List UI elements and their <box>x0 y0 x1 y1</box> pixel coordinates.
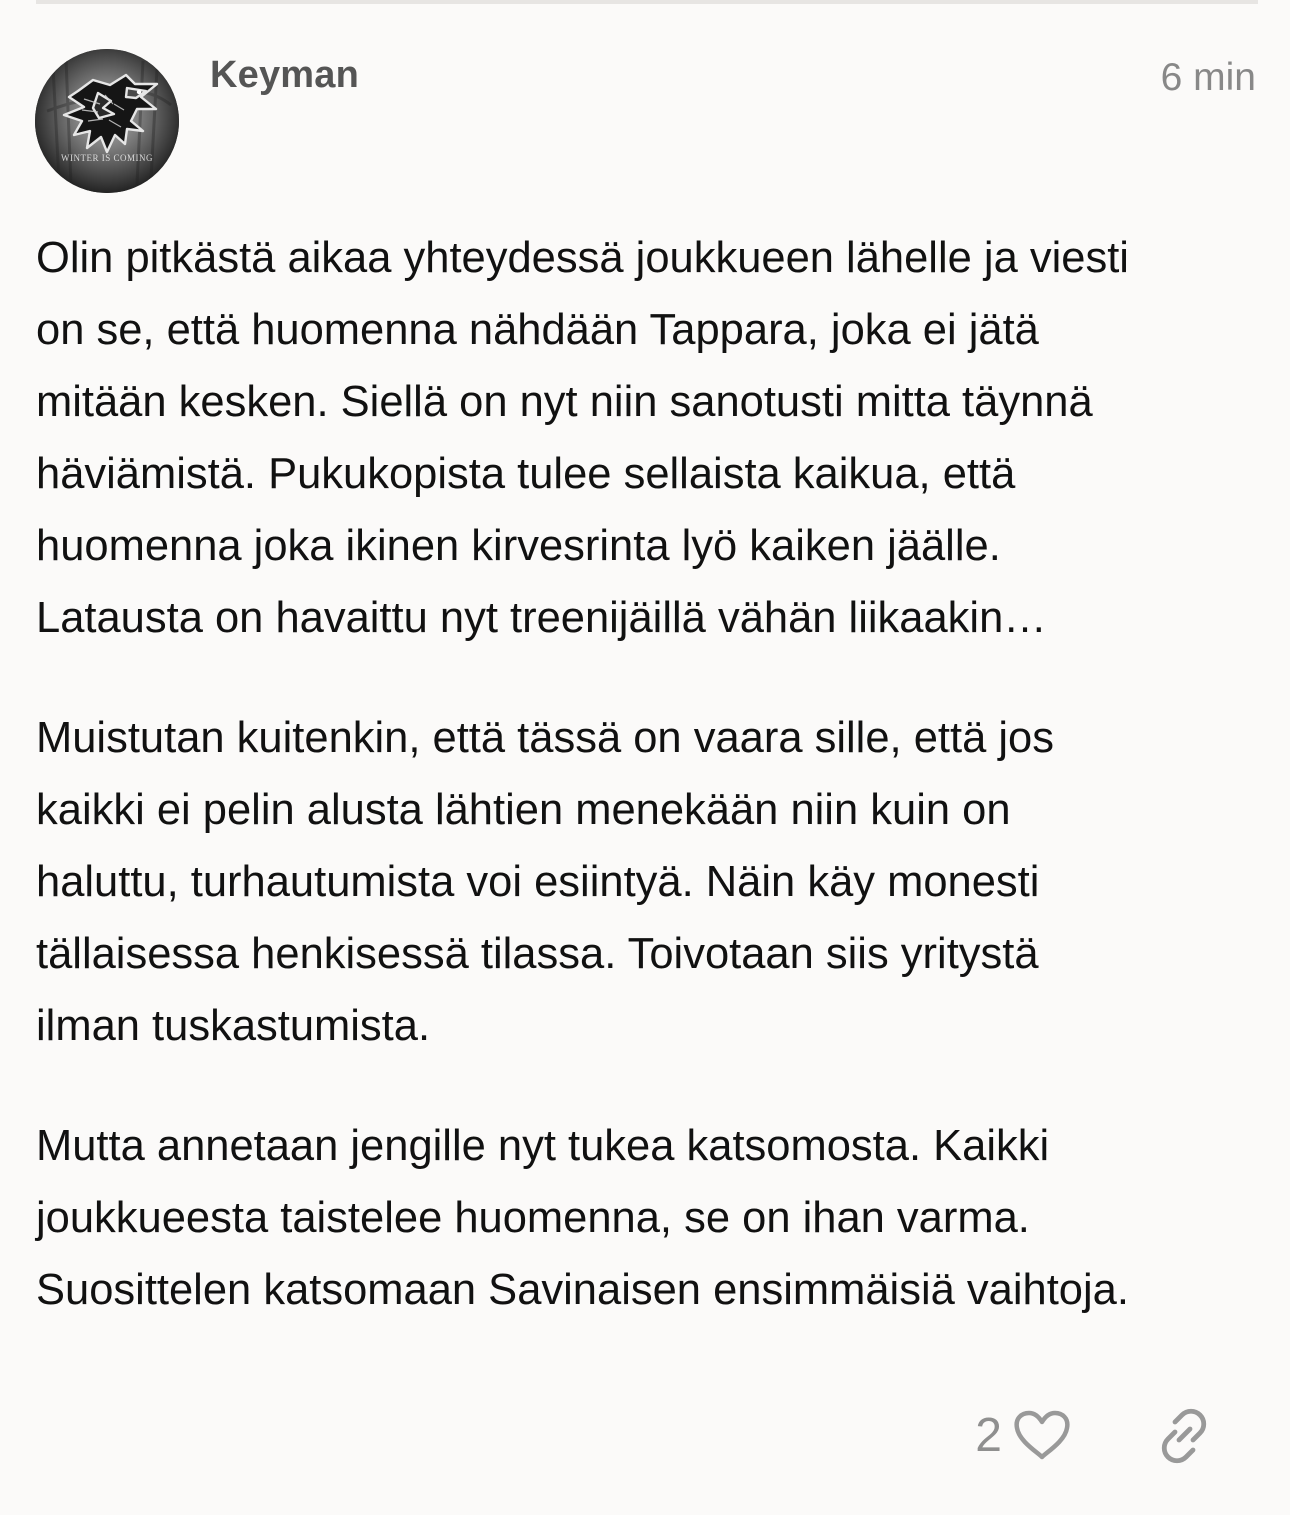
post-line: tällaisessa henkisessä tilassa. Toivotaan siis yritystä <box>36 930 1039 978</box>
post-line: kaikki ei pelin alusta lähtien menekään niin kuin on <box>36 786 1011 834</box>
post-body <box>36 222 1266 1374</box>
post-line: huomenna joka ikinen kirvesrinta lyö kaiken jäälle. <box>36 522 1001 570</box>
post-timestamp[interactable]: 6 min <box>1160 56 1256 99</box>
wolf-sigil-avatar-icon <box>35 49 179 193</box>
post-actions <box>975 1404 1216 1468</box>
heart-icon <box>1013 1410 1071 1462</box>
like-count[interactable]: 2 <box>975 1409 1002 1462</box>
author-name[interactable]: Keyman <box>210 54 360 96</box>
post-line: haluttu, turhautumista voi esiintyä. Näin käy monesti <box>36 858 1040 906</box>
post-line: joukkueesta taistelee huomenna, se on ihan varma. <box>36 1194 1030 1242</box>
post-paragraph-3 <box>36 1110 1266 1326</box>
post-line: Muistutan kuitenkin, että tässä on vaara sille, että jos <box>36 714 1054 762</box>
post-paragraph-1 <box>36 222 1266 654</box>
avatar-caption: WINTER IS COMING <box>61 153 153 163</box>
post-line: häviämistä. Pukukopista tulee sellaista kaikua, että <box>36 450 1016 498</box>
post-line: ilman tuskastumista. <box>36 1002 431 1050</box>
author-avatar[interactable] <box>35 49 179 193</box>
post-line: Suosittelen katsomaan Savinaisen ensimmäisiä vaihtoja. <box>36 1266 1129 1314</box>
post-line: Mutta annetaan jengille nyt tukea katsomosta. Kaikki <box>36 1122 1050 1170</box>
like-button[interactable] <box>1010 1404 1074 1468</box>
post-line: mitään kesken. Siellä on nyt niin sanotusti mitta täynnä <box>36 378 1093 426</box>
post-line: on se, että huomenna nähdään Tappara, joka ei jätä <box>36 306 1039 354</box>
post-line: Olin pitkästä aikaa yhteydessä joukkueen lähelle ja viesti <box>36 234 1129 282</box>
share-link-button[interactable] <box>1152 1404 1216 1468</box>
post-paragraph-2 <box>36 702 1266 1062</box>
link-icon <box>1155 1407 1213 1465</box>
post-line: Latausta on havaittu nyt treenijäillä vähän liikaakin… <box>36 594 1047 642</box>
